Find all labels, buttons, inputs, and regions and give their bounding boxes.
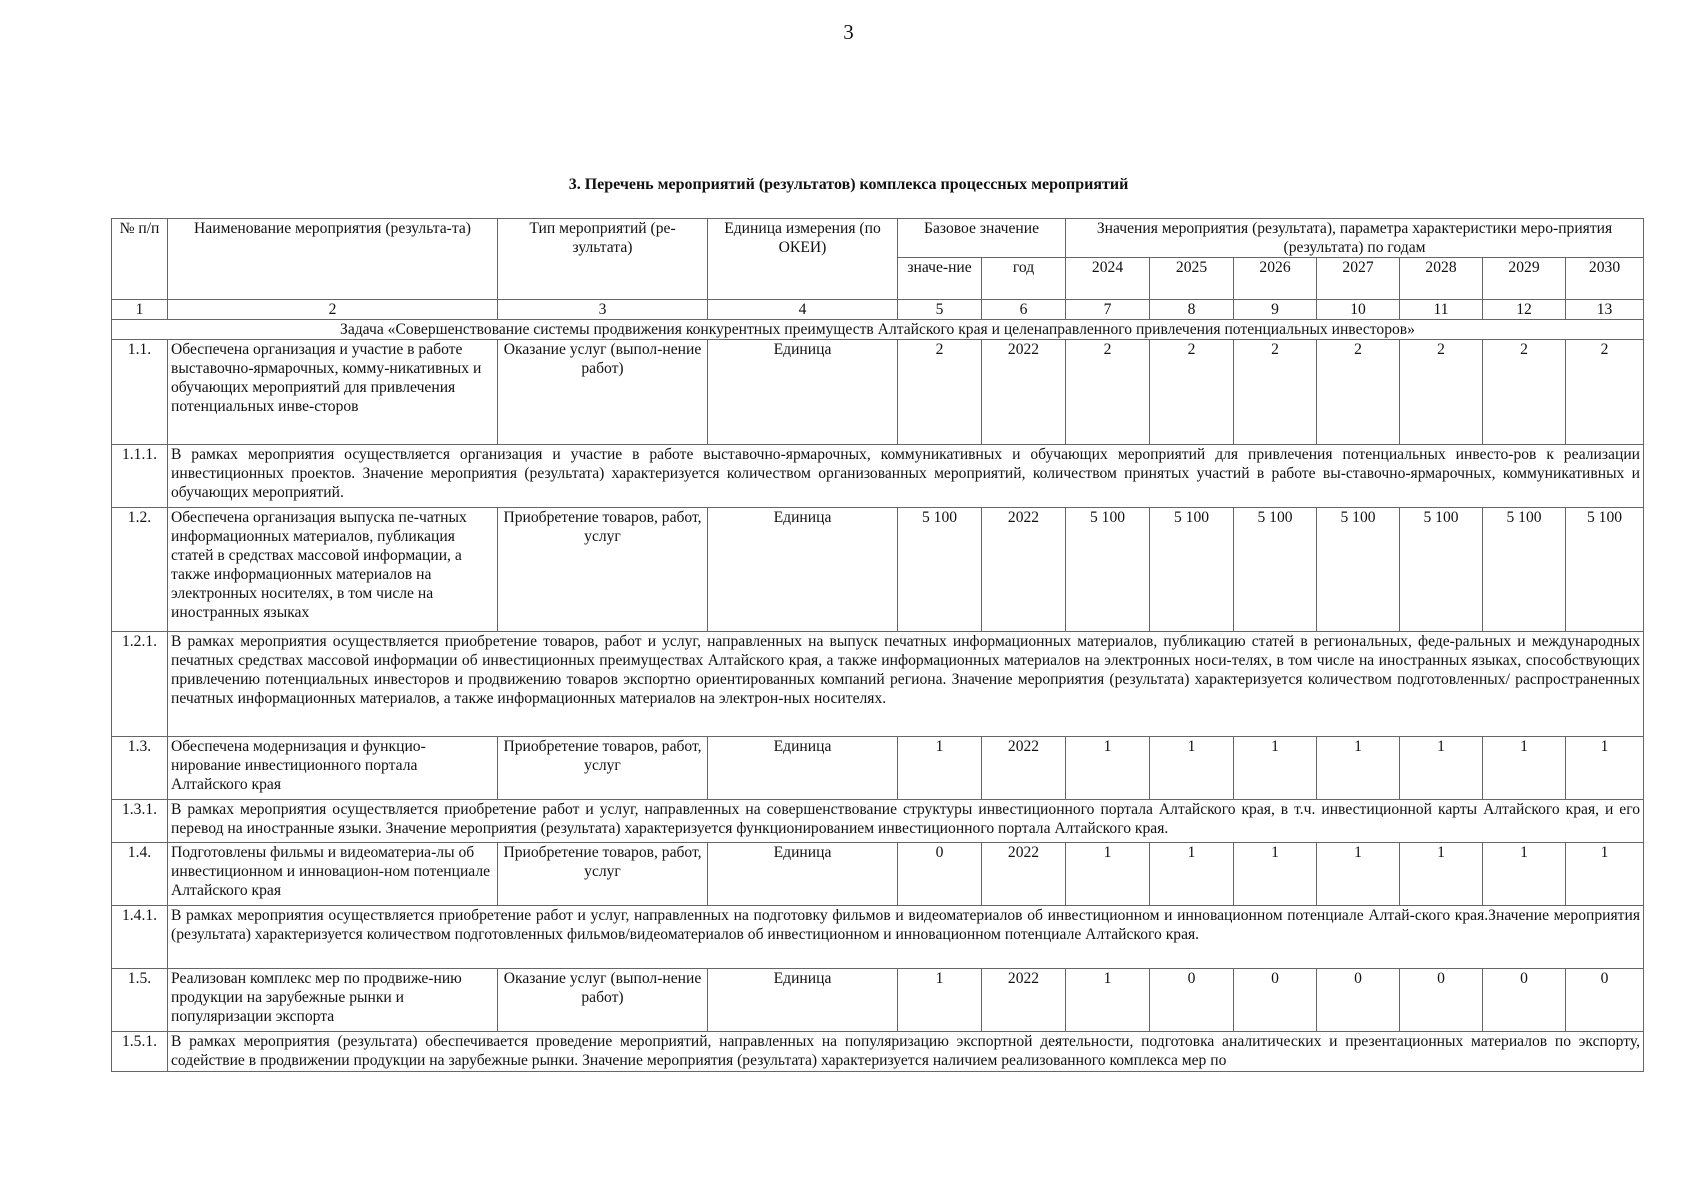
column-number: 11 [1400, 300, 1483, 320]
measure-base-value: 1 [898, 969, 982, 1032]
measure-base-value: 2 [898, 340, 982, 445]
measure-year-value: 0 [1400, 969, 1483, 1032]
measure-year-value: 1 [1234, 737, 1317, 800]
description-text: В рамках мероприятия осуществляется приобретение работ и услуг, направленных на подготовку фильмов и видеоматериалов об инвестиционном и инновационном потенциале Алтай-ского края.Значение мероприятия (результата) характеризуется количеством подготовленных фильмов/видеоматериалов об инвестиционном и инновационном потенциале Алтайского края. [168, 906, 1644, 969]
measure-year-value: 1 [1317, 843, 1400, 906]
measure-base-value: 0 [898, 843, 982, 906]
column-number: 2 [168, 300, 498, 320]
description-number: 1.4.1. [112, 906, 168, 969]
measure-row [112, 340, 1644, 445]
measure-year-value: 1 [1150, 737, 1234, 800]
header-year: 2027 [1317, 258, 1400, 300]
header-base-year: год [982, 258, 1066, 300]
header-year: 2025 [1150, 258, 1234, 300]
header-year: 2028 [1400, 258, 1483, 300]
description-number: 1.2.1. [112, 632, 168, 737]
column-number: 13 [1566, 300, 1644, 320]
measure-year-value: 5 100 [1400, 508, 1483, 632]
column-number: 1 [112, 300, 168, 320]
measure-number: 1.5. [112, 969, 168, 1032]
measure-year-value: 1 [1066, 969, 1150, 1032]
measure-year-value: 1 [1400, 843, 1483, 906]
measure-number: 1.3. [112, 737, 168, 800]
header-num: № п/п [112, 219, 168, 300]
measure-year-value: 0 [1566, 969, 1644, 1032]
measure-year-value: 5 100 [1234, 508, 1317, 632]
measure-description-row [112, 445, 1644, 508]
measure-year-value: 1 [1150, 843, 1234, 906]
column-number: 6 [982, 300, 1066, 320]
measure-year-value: 5 100 [1066, 508, 1150, 632]
measure-base-year: 2022 [982, 340, 1066, 445]
header-year: 2024 [1066, 258, 1150, 300]
measure-year-value: 2 [1150, 340, 1234, 445]
page-number: 3 [843, 20, 854, 44]
header-base-value: значе-ние [898, 258, 982, 300]
measure-year-value: 1 [1066, 737, 1150, 800]
column-number: 10 [1317, 300, 1400, 320]
measure-year-value: 0 [1317, 969, 1400, 1032]
measure-base-year: 2022 [982, 843, 1066, 906]
column-number: 4 [708, 300, 898, 320]
measure-year-value: 1 [1234, 843, 1317, 906]
header-name: Наименование мероприятия (результа-та) [168, 219, 498, 300]
measure-row [112, 969, 1644, 1032]
measure-year-value: 2 [1566, 340, 1644, 445]
description-text: В рамках мероприятия осуществляется организация и участие в работе выставочно-ярмарочных, коммуникативных и обучающих мероприятий для привлечения потенциальных инвесто-ров к реализации инвестиционных проектов. Значение мероприятия (результата) характеризуется количеством организованных мероприятий, количеством принятых участий в работе вы-ставочно-ярмарочных, коммуникативных и обучающих мероприятий. [168, 445, 1644, 508]
measure-type: Приобретение товаров, работ, услуг [498, 737, 708, 800]
description-text: В рамках мероприятия осуществляется приобретение товаров, работ и услуг, направленных на выпуск печатных информационных материалов, публикацию статей в региональных, феде-ральных и международных печатных средствах массовой информации об инвестиционных преимуществах Алтайского края, а также информационных материалов на электронных носи-телях, в том числе на иностранных языках, способствующих привлечению потенциальных инвесторов и продвижению товаров экспортно ориентированных компаний региона. Значение мероприятия (результата) характеризуется количеством подготовленных/ распространенных печатных информационных материалов, а также информационных материалов на электрон-ных носителях. [168, 632, 1644, 737]
column-number: 12 [1483, 300, 1566, 320]
description-number: 1.1.1. [112, 445, 168, 508]
measure-year-value: 5 100 [1483, 508, 1566, 632]
measure-number: 1.4. [112, 843, 168, 906]
measure-year-value: 5 100 [1150, 508, 1234, 632]
measure-year-value: 5 100 [1317, 508, 1400, 632]
measure-base-year: 2022 [982, 737, 1066, 800]
measure-row [112, 843, 1644, 906]
measure-year-value: 2 [1483, 340, 1566, 445]
measure-year-value: 1 [1566, 843, 1644, 906]
measure-year-value: 0 [1150, 969, 1234, 1032]
measure-year-value: 1 [1066, 843, 1150, 906]
measure-number: 1.2. [112, 508, 168, 632]
header-base: Базовое значение [898, 219, 1066, 258]
task-row: Задача «Совершенствование системы продвижения конкурентных преимуществ Алтайского края и целенаправленного привлечения потенциальных инвесторов» [112, 320, 1644, 340]
measure-year-value: 2 [1066, 340, 1150, 445]
measure-year-value: 1 [1400, 737, 1483, 800]
page-title: 3. Перечень мероприятий (результатов) комплекса процессных мероприятий [568, 176, 1129, 193]
measure-name: Обеспечена организация и участие в работе выставочно-ярмарочных, комму-никативных и обучающих мероприятий для привлечения потенциальных инве-сторов [168, 340, 498, 445]
measure-name: Обеспечена организация выпуска пе-чатных информационных материалов, публикация статей в средствах массовой информации, а также информационных материалов на электронных носителях, в том числе на иностранных языках [168, 508, 498, 632]
measure-row [112, 737, 1644, 800]
measure-year-value: 1 [1566, 737, 1644, 800]
measure-number: 1.1. [112, 340, 168, 445]
measure-name: Обеспечена модернизация и функцио-нирование инвестиционного портала Алтайского края [168, 737, 498, 800]
measure-description-row [112, 632, 1644, 737]
header-year: 2026 [1234, 258, 1317, 300]
column-number: 7 [1066, 300, 1150, 320]
header-values: Значения мероприятия (результата), параметра характеристики меро-приятия (результата) по годам [1066, 219, 1644, 258]
measures-table [111, 218, 1644, 1072]
measure-unit: Единица [708, 843, 898, 906]
measure-base-value: 5 100 [898, 508, 982, 632]
description-number: 1.5.1. [112, 1032, 168, 1072]
description-text: В рамках мероприятия (результата) обеспечивается проведение мероприятий, направленных на популяризацию экспортной деятельности, подготовка аналитических и презентационных материалов по экспорту, содействие в продвижении продукции на зарубежные рынки. Значение мероприятия (результата) характеризуется наличием реализованного комплекса мер по [168, 1032, 1644, 1072]
measure-base-year: 2022 [982, 969, 1066, 1032]
column-number: 8 [1150, 300, 1234, 320]
measure-year-value: 1 [1317, 737, 1400, 800]
measure-unit: Единица [708, 508, 898, 632]
header-year: 2030 [1566, 258, 1644, 300]
measure-year-value: 2 [1317, 340, 1400, 445]
measure-year-value: 2 [1234, 340, 1317, 445]
measure-type: Оказание услуг (выпол-нение работ) [498, 969, 708, 1032]
measure-name: Подготовлены фильмы и видеоматериа-лы об инвестиционном и инновацион-ном потенциале Алтайского края [168, 843, 498, 906]
measure-base-value: 1 [898, 737, 982, 800]
description-text: В рамках мероприятия осуществляется приобретение работ и услуг, направленных на совершенствование структуры инвестиционного портала Алтайского края, в т.ч. инвестиционной карты Алтайского края, и его перевод на иностранные языки. Значение мероприятия (результата) характеризуется функционированием инвестиционного портала Алтайского края. [168, 800, 1644, 843]
measure-year-value: 2 [1400, 340, 1483, 445]
measure-base-year: 2022 [982, 508, 1066, 632]
measure-unit: Единица [708, 737, 898, 800]
description-number: 1.3.1. [112, 800, 168, 843]
measure-year-value: 0 [1483, 969, 1566, 1032]
measure-type: Приобретение товаров, работ, услуг [498, 508, 708, 632]
measure-year-value: 1 [1483, 843, 1566, 906]
header-year: 2029 [1483, 258, 1566, 300]
measure-year-value: 0 [1234, 969, 1317, 1032]
measure-year-value: 5 100 [1566, 508, 1644, 632]
measure-description-row [112, 906, 1644, 969]
measure-name: Реализован комплекс мер по продвиже-нию продукции на зарубежные рынки и популяризации экспорта [168, 969, 498, 1032]
measure-row [112, 508, 1644, 632]
measure-type: Приобретение товаров, работ, услуг [498, 843, 708, 906]
measure-type: Оказание услуг (выпол-нение работ) [498, 340, 708, 445]
measure-year-value: 1 [1483, 737, 1566, 800]
header-type: Тип мероприятий (ре-зультата) [498, 219, 708, 300]
measure-description-row [112, 1032, 1644, 1072]
measure-unit: Единица [708, 969, 898, 1032]
column-number: 5 [898, 300, 982, 320]
column-number: 3 [498, 300, 708, 320]
measure-description-row [112, 800, 1644, 843]
measure-unit: Единица [708, 340, 898, 445]
header-unit: Единица измерения (по ОКЕИ) [708, 219, 898, 300]
column-number: 9 [1234, 300, 1317, 320]
